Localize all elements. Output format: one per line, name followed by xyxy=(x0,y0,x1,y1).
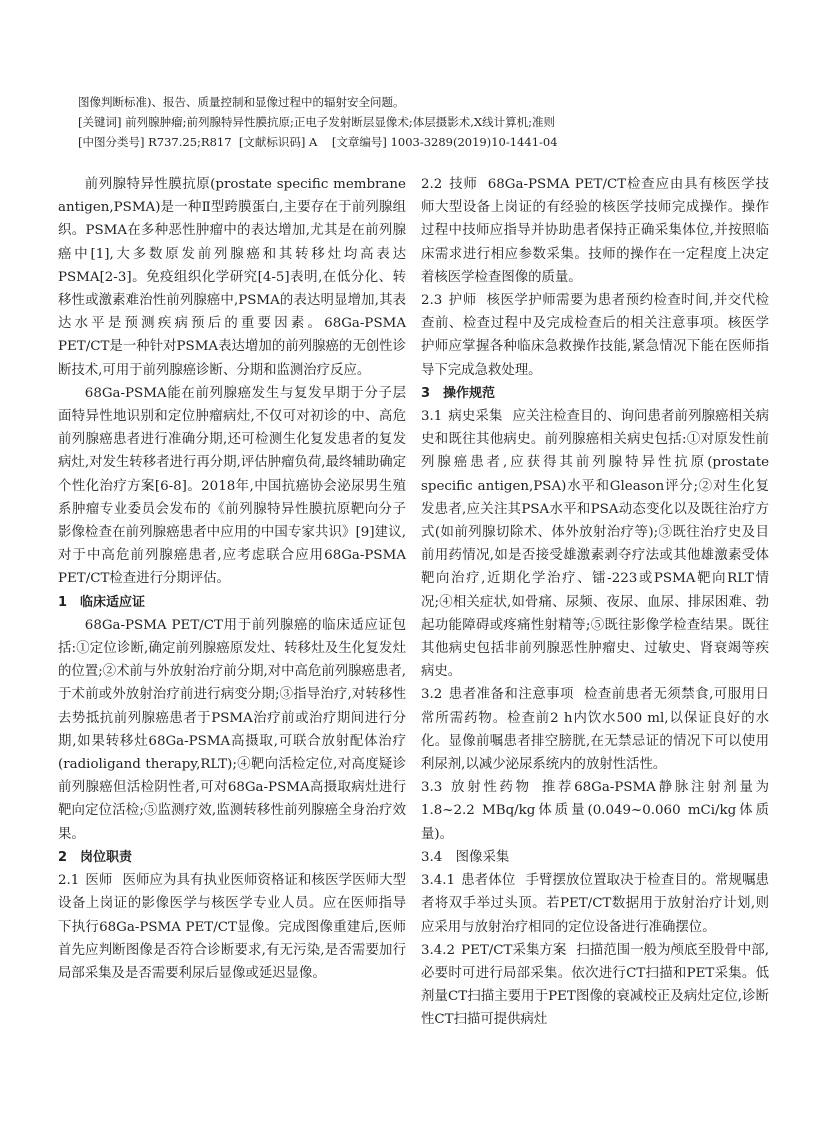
s22-text: 68Ga-PSMA PET/CT检查应由具有核医学技师大型设备上岗证的有经验的核医学技师完成操作。操作过程中技师应指导并协助患者保持正确采集体位,并按照临床需求进行相应参数采集。技师的操作在一定程度上决定着核医学检查图像的质量。 xyxy=(421,177,769,285)
s341-number: 3.4.1 xyxy=(421,873,456,889)
s342-title: PET/CT采集方案 xyxy=(461,942,567,958)
s32-title: 患者准备和注意事项 xyxy=(448,687,574,703)
article-label: [文章编号] xyxy=(331,135,387,149)
s31-title: 病史采集 xyxy=(448,409,503,425)
classification-line xyxy=(78,132,738,152)
s341-title: 患者体位 xyxy=(461,873,516,889)
intro-paragraph-2: 68Ga-PSMA能在前列腺癌发生与复发早期于分子层面特异性地识别和定位肿瘤病灶,不仅可对初诊的中、高危前列腺癌患者进行准确分期,还可检测生化复发患者的复发病灶,对发生转移者进行再分期,评估肿瘤负荷,最终辅助确定个性化治疗方案[6-8]。2018年,中国抗癌协会泌尿男生殖系肿瘤专业委员会发布的《前列腺特异性膜抗原靶向分子影像检查在前列腺癌患者中应用的中国专家共识》[9]建议,对于中高危前列腺癌患者,应考虑联合应用68Ga-PSMA PET/CT检查进行分期评估。 xyxy=(58,385,406,587)
section-2-2 xyxy=(421,173,769,289)
section-1-text: 68Ga-PSMA PET/CT用于前列腺癌的临床适应证包括:①定位诊断,确定前列腺癌原发灶、转移灶及生化复发灶的位置;②术前与外放射治疗前分期,对中高危前列腺癌患者,于术前或外放射治疗前进行病变分期;③指导治疗,对转移性去势抵抗前列腺癌患者于PSMA治疗前或治疗期间进行分期,如果转移灶68Ga-PSMA高摄取,可联合放射配体治疗(radioligand therapy,RLT);④靶向活检定位,对高度疑诊前列腺癌但活检阴性者,可对68Ga-PSMA高摄取病灶进行靶向定位活检;⑤监测疗效,监测转移性前列腺癌全身治疗效果。 xyxy=(58,617,406,842)
s32-text: 检查前患者无须禁食,可服用日常所需药物。检查前2 h内饮水500 ml,以保证良好的水化。显像前嘱患者排空膀胱,在无禁忌证的情况下可以使用利尿剂,以减少泌尿系统内的放射性活性。 xyxy=(421,687,769,773)
keywords-text: 前列腺肿瘤;前列腺特异性膜抗原;正电子发射断层显像术;体层摄影术,X线计算机;准则 xyxy=(125,115,555,129)
section-3-4-2 xyxy=(421,939,769,1032)
s21-title: 医师 xyxy=(85,873,113,889)
keywords-label: [关键词] xyxy=(78,115,122,129)
s33-text: 推荐68Ga-PSMA静脉注射剂量为1.8~2.2 MBq/kg体质量(0.049~0.060 mCi/kg体质量)。 xyxy=(421,780,770,842)
s32-number: 3.2 xyxy=(421,687,443,703)
s23-number: 2.3 xyxy=(421,293,443,309)
intro-paragraph-1: 前列腺特异性膜抗原(prostate specific membrane antigen,PSMA)是一种Ⅱ型跨膜蛋白,主要存在于前列腺组织。PSMA在多种恶性肿瘤中的表达增加,尤其是在前列腺癌中[1],大多数原发前列腺癌和其转移灶均高表达PSMA[2-3]。免疫组织化学研究[4-5]表明,在低分化、转移性或激素难治性前列腺癌中,PSMA的表达明显增加,其表达水平是预测疾病预后的重要因素。68Ga-PSMA PET/CT是一种针对PSMA表达增加的前列腺癌的无创性诊断技术,可用于前列腺癌诊断、分期和监测治疗反应。 xyxy=(58,177,406,378)
s31-number: 3.1 xyxy=(421,409,443,425)
right-column xyxy=(421,173,769,1032)
article-value: 1003-3289(2019)10-1441-04 xyxy=(390,135,558,149)
section-3-4-heading: 3.4 图像采集 xyxy=(421,849,510,865)
s33-number: 3.3 xyxy=(421,780,443,796)
section-3-3 xyxy=(421,776,769,846)
doccode-label: [文献标识码] xyxy=(238,135,306,149)
section-2-3 xyxy=(421,289,769,382)
s23-title: 护师 xyxy=(448,293,477,309)
s341-text: 手臂摆放位置取决于检查目的。常规嘱患者将双手举过头顶。若PET/CT数据用于放射治疗计划,则应采用与放射治疗相同的定位设备进行准确摆位。 xyxy=(421,873,770,935)
s33-title: 放射性药物 xyxy=(448,780,532,796)
section-3-heading: 3 操作规范 xyxy=(421,385,496,401)
section-1-heading: 1 临床适应证 xyxy=(58,594,146,610)
left-column xyxy=(58,173,406,985)
s22-number: 2.2 xyxy=(421,177,443,192)
s342-number: 3.4.2 xyxy=(421,942,456,958)
s21-text: 医师应为具有执业医师资格证和核医学医师大型设备上岗证的影像医学与核医学专业人员。应在医师指导下执行68Ga-PSMA PET/CT显像。完成图像重建后,医师首先应判断图像是否符合诊断要求,有无污染,是否需要加行局部采集及是否需要利尿后显像或延迟显像。 xyxy=(58,873,407,981)
class-label: [中图分类号] xyxy=(78,135,145,149)
class-value: R737.25;R817 xyxy=(148,135,232,149)
s21-number: 2.1 xyxy=(58,873,80,889)
section-3-1 xyxy=(421,405,769,683)
section-3-2 xyxy=(421,683,769,776)
article-header xyxy=(78,92,738,152)
s342-text: 扫描范围一般为颅底至股骨中部,必要时可进行局部采集。依次进行CT扫描和PET采集。低剂量CT扫描主要用于PET图像的衰减校正及病灶定位,诊断性CT扫描可提供病灶 xyxy=(421,942,769,1028)
abstract-tail: 图像判断标准)、报告、质量控制和显像过程中的辐射安全问题。 xyxy=(78,95,405,109)
s31-text: 应关注检查目的、询问患者前列腺癌相关病史和既往其他病史。前列腺癌相关病史包括:①对原发性前列腺癌患者,应获得其前列腺特异性抗原(prostate specific antigen,PSA)水平和Gleason评分;②对生化复发患者,应关注其PSA水平和PSA动态变化以及既往治疗方式(如前列腺切除术、体外放射治疗等);③既往治疗史及目前用药情况,如是否接受雄激素剥夺疗法或其他雄激素受体靶向治疗,近期化学治疗、镭-223或PSMA靶向RLT情况;④相关症状,如骨痛、尿频、夜尿、血尿、排尿困难、勃起功能障碍或疼痛性射精等;⑤既往影像学检查结果。既往其他病史包括非前列腺恶性肿瘤史、过敏史、肾衰竭等疾病史。 xyxy=(421,409,770,680)
section-2-heading: 2 岗位职责 xyxy=(58,849,133,865)
doccode-value: A xyxy=(308,135,318,149)
s22-title: 技师 xyxy=(448,177,478,192)
s23-text: 核医学护师需要为患者预约检查时间,并交代检查前、检查过程中及完成检查后的相关注意事项。核医学护师应掌握各种临床急救操作技能,紧急情况下能在医师指导下完成急救处理。 xyxy=(421,293,769,378)
section-3-4-1 xyxy=(421,869,769,939)
keywords-line xyxy=(78,112,738,132)
section-2-1 xyxy=(58,869,406,985)
